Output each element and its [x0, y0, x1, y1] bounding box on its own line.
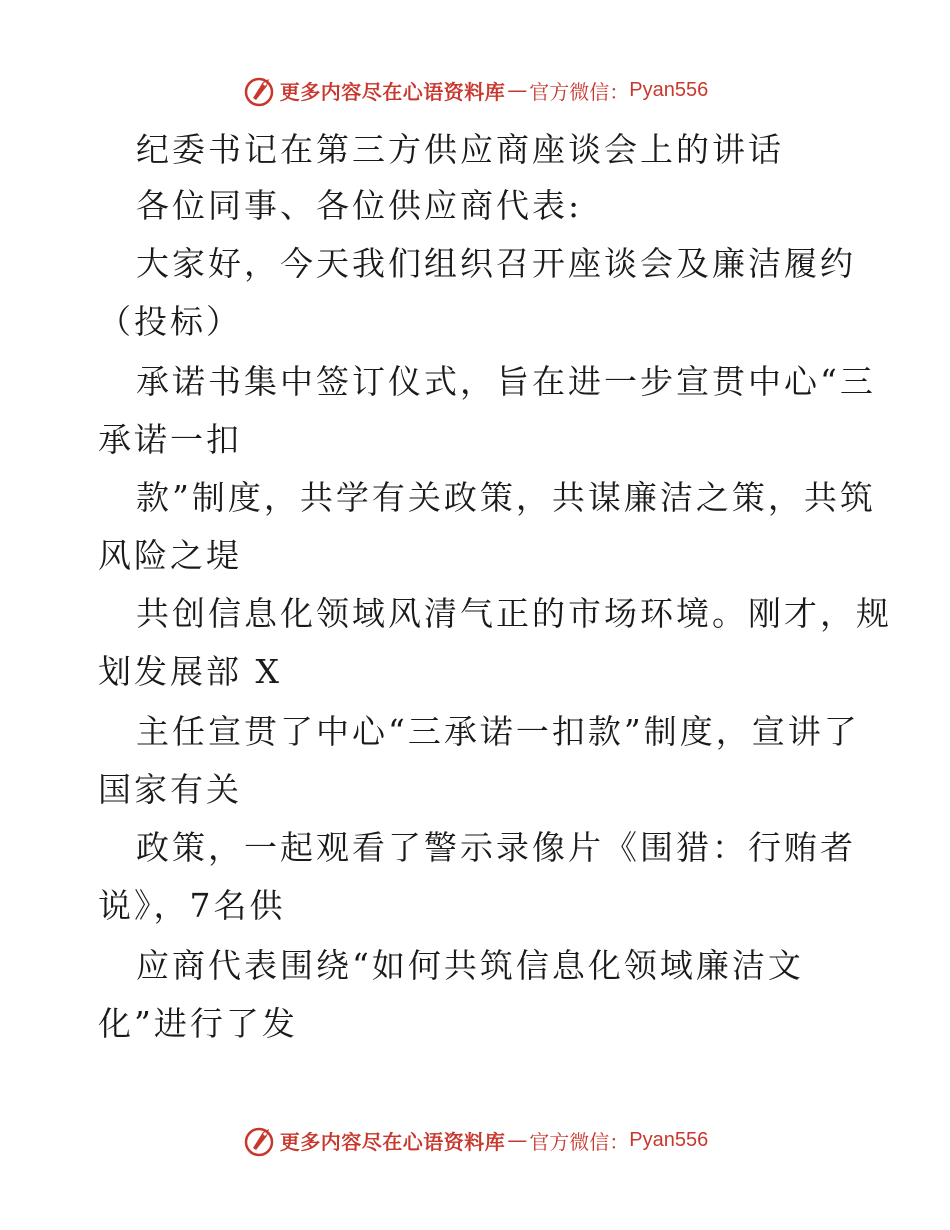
body-line: 共创信息化领域风清气正的市场环境。刚才，规 [136, 594, 892, 633]
document-title: 纪委书记在第三方供应商座谈会上的讲话 [136, 130, 784, 169]
watermark-wechat-label: 官方微信： [529, 1129, 630, 1154]
watermark-site-name: 更多内容尽在心语资料库 [279, 79, 506, 104]
body-line: 国家有关 [98, 770, 242, 809]
watermark-dash: — [507, 1128, 528, 1152]
watermark-site-name: 更多内容尽在心语资料库 [279, 1129, 506, 1154]
body-line: 款”制度，共学有关政策，共谋廉洁之策，共筑 [136, 478, 876, 517]
body-line: 划发展部 X [98, 652, 282, 691]
salutation: 各位同事、各位供应商代表: [136, 186, 583, 225]
footer-watermark [0, 1120, 950, 1160]
pen-nib-icon [242, 1123, 276, 1157]
body-line: 说》，7名供 [98, 886, 286, 925]
body-line: 应商代表围绕“如何共筑信息化领域廉洁文 [136, 946, 804, 985]
body-line: 承诺书集中签订仪式，旨在进一步宣贯中心“三 [136, 362, 876, 401]
watermark-dash: — [507, 78, 528, 102]
body-line: 政策，一起观看了警示录像片《围猎：行贿者 [136, 828, 856, 867]
body-line: 化”进行了发 [98, 1004, 298, 1043]
body-line: 风险之堤 [98, 536, 242, 575]
pen-nib-icon [242, 73, 276, 107]
watermark-wechat-id: Pyan556 [629, 1128, 709, 1151]
header-watermark [0, 70, 950, 110]
body-line: （投标） [98, 302, 242, 341]
body-line: 主任宣贯了中心“三承诺一扣款”制度，宣讲了 [136, 712, 860, 751]
body-line: 承诺一扣 [98, 420, 242, 459]
watermark-wechat-label: 官方微信： [529, 79, 630, 104]
watermark-wechat-id: Pyan556 [629, 78, 709, 101]
body-line: 大家好，今天我们组织召开座谈会及廉洁履约 [136, 244, 856, 283]
